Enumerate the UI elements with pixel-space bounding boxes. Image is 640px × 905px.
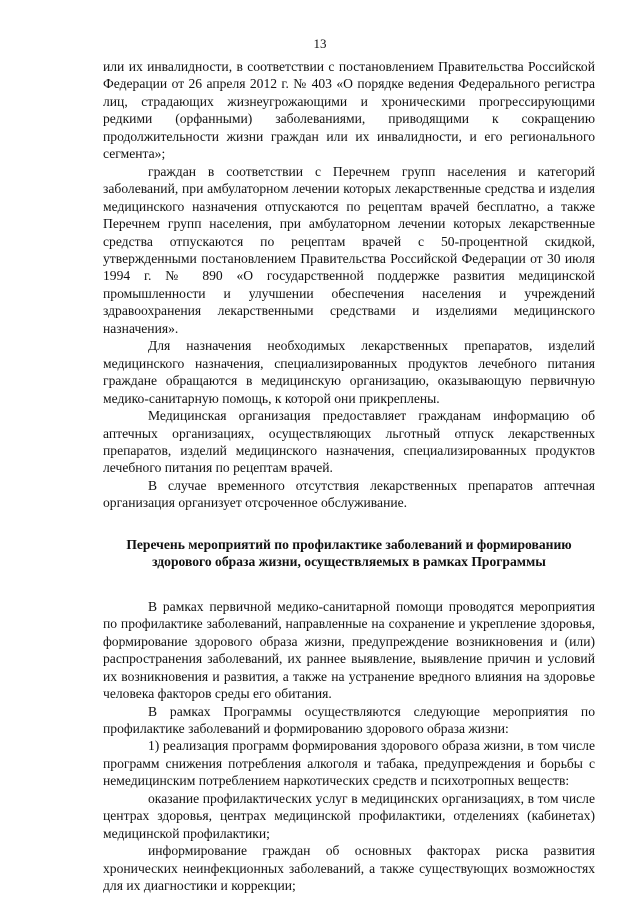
paragraph-deferred-service: В случае временного отсутствия лекарственных препаратов аптечная организация организует отсроченное обслуживание.	[103, 477, 595, 511]
section-heading-line-2: здорового образа жизни, осуществляемых в рамках Программы	[152, 553, 546, 569]
page-number: 13	[313, 36, 327, 51]
paragraph-prevention-intro: В рамках первичной медико-санитарной помощи проводятся мероприятия по профилактике заболеваний, направленные на сохранение и укрепление здоровья, формирование здорового образа жизни, предупреждение возникновения и (или) распространения заболеваний, их раннее выявление, выявление причин и условий их возникновения и развития, а также на устранение вредного влияния на здоровье человека факторов среды его обитания.	[103, 598, 595, 702]
section-heading-line-1: Перечень мероприятий по профилактике заболеваний и формированию	[126, 536, 572, 552]
section-heading	[103, 536, 595, 570]
paragraph-pharmacy-information: Медицинская организация предоставляет гражданам информацию об аптечных организациях, осуществляющих льготный отпуск лекарственных препаратов, изделий медицинского назначения, специализированных продуктов лечебного питания по рецептам врачей.	[103, 408, 595, 476]
list-item-healthy-lifestyle-programs: 1) реализация программ формирования здорового образа жизни, в том числе программ снижения потребления алкоголя и табака, предупреждения и борьбы с немедицинским потреблением наркотических средств и психотропных веществ:	[103, 738, 595, 789]
paragraph-population-groups: граждан в соответствии с Перечнем групп населения и категорий заболеваний, при амбулаторном лечении которых лекарственные средства и изделия медицинского назначения отпускаются по рецептам врачей бесплатно, а также Перечнем групп населения, при амбулаторном лечении которых лекарственные средства отпускаются по рецептам врачей с 50-процентной скидкой, утвержденными постановлением Правительства Российской Федерации от 30 июля 1994 г. № 890 «О государственной поддержке развития медицинской промышленности и улучшении обеспечения населения и учреждений здравоохранения лекарственными средствами и изделиями медицинского назначения».	[103, 163, 595, 336]
list-item-risk-factor-information: информирование граждан об основных факторах риска развития хронических неинфекционных заболеваний, а также существующих возможностях для их диагностики и коррекции;	[103, 843, 595, 894]
paragraph-registry-continuation: или их инвалидности, в соответствии с постановлением Правительства Российской Федерации от 26 апреля 2012 г. № 403 «О порядке ведения Федерального регистра лиц, страдающих жизнеугрожающими и хроническими прогрессирующими редкими (орфанными) заболеваниями, приводящими к сокращению продолжительности жизни граждан или их инвалидности, и его регионального сегмента»;	[103, 59, 595, 162]
list-item-preventive-services: оказание профилактических услуг в медицинских организациях, в том числе центрах здоровья, центрах медицинской профилактики, отделениях (кабинетах) медицинской профилактики;	[103, 790, 595, 841]
document-body	[103, 58, 595, 894]
paragraph-prescription-request: Для назначения необходимых лекарственных препаратов, изделий медицинского назначения, специализированных продуктов лечебного питания граждане обращаются в медицинскую организацию, оказывающую первичную медико-санитарную помощь, к которой они прикреплены.	[103, 338, 595, 406]
paragraph-program-measures: В рамках Программы осуществляются следующие мероприятия по профилактике заболеваний и формированию здорового образа жизни:	[103, 703, 595, 736]
